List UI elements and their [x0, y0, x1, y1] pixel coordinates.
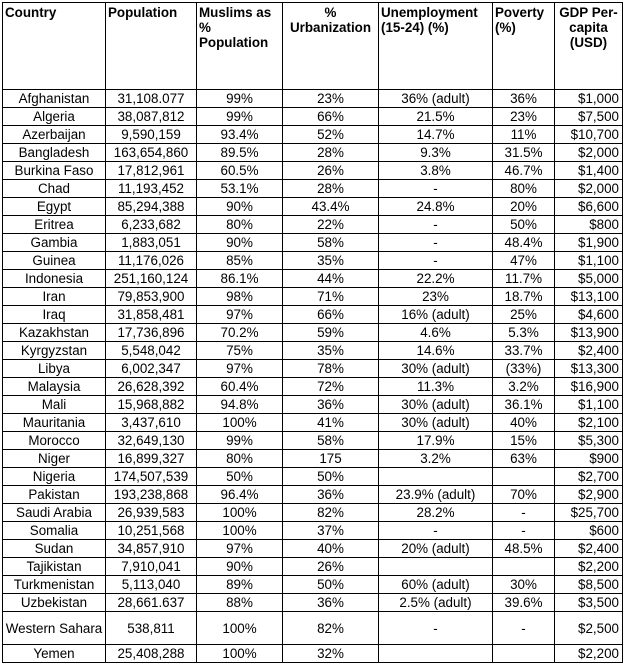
- cell-poverty: 47%: [493, 252, 555, 270]
- table-row: [3, 612, 623, 645]
- cell-muslims: 90%: [197, 234, 283, 252]
- cell-gdp: $1,000: [555, 90, 623, 108]
- cell-urbanization: 26%: [283, 162, 379, 180]
- cell-urbanization: 66%: [283, 306, 379, 324]
- cell-unemployment: 36% (adult): [379, 90, 493, 108]
- table-row: [3, 90, 623, 108]
- header-urbanization: % Urbanization: [283, 3, 379, 90]
- cell-urbanization: 72%: [283, 378, 379, 396]
- table-row: [3, 522, 623, 540]
- cell-country: Turkmenistan: [3, 576, 106, 594]
- cell-gdp: $800: [555, 216, 623, 234]
- cell-country: Burkina Faso: [3, 162, 106, 180]
- table-row: [3, 645, 623, 663]
- cell-urbanization: 22%: [283, 216, 379, 234]
- cell-urbanization: 52%: [283, 126, 379, 144]
- cell-population: 32,649,130: [106, 432, 197, 450]
- cell-country: Guinea: [3, 252, 106, 270]
- cell-poverty: 30%: [493, 576, 555, 594]
- cell-country: Indonesia: [3, 270, 106, 288]
- cell-urbanization: 28%: [283, 180, 379, 198]
- cell-urbanization: 41%: [283, 414, 379, 432]
- cell-poverty: 25%: [493, 306, 555, 324]
- cell-muslims: 93.4%: [197, 126, 283, 144]
- cell-country: Niger: [3, 450, 106, 468]
- cell-poverty: 39.6%: [493, 594, 555, 612]
- cell-unemployment: 23%: [379, 288, 493, 306]
- cell-poverty: 15%: [493, 432, 555, 450]
- cell-muslims: 100%: [197, 612, 283, 645]
- cell-muslims: 97%: [197, 306, 283, 324]
- table-row: [3, 216, 623, 234]
- cell-gdp: $1,100: [555, 252, 623, 270]
- cell-country: Saudi Arabia: [3, 504, 106, 522]
- cell-gdp: $1,900: [555, 234, 623, 252]
- cell-population: 193,238,868: [106, 486, 197, 504]
- cell-muslims: 75%: [197, 342, 283, 360]
- table-row: [3, 108, 623, 126]
- cell-population: 25,408,288: [106, 645, 197, 663]
- cell-poverty: (33%): [493, 360, 555, 378]
- cell-urbanization: 43.4%: [283, 198, 379, 216]
- cell-poverty: [493, 645, 555, 663]
- cell-urbanization: 58%: [283, 234, 379, 252]
- cell-urbanization: 40%: [283, 540, 379, 558]
- cell-country: Egypt: [3, 198, 106, 216]
- cell-population: 17,736,896: [106, 324, 197, 342]
- cell-population: 5,113,040: [106, 576, 197, 594]
- cell-gdp: $2,500: [555, 612, 623, 645]
- cell-gdp: $7,500: [555, 108, 623, 126]
- cell-urbanization: 82%: [283, 612, 379, 645]
- cell-poverty: 33.7%: [493, 342, 555, 360]
- muslim-countries-table: [2, 2, 623, 663]
- cell-unemployment: [379, 645, 493, 663]
- table-row: [3, 504, 623, 522]
- cell-country: Gambia: [3, 234, 106, 252]
- table-row: [3, 198, 623, 216]
- cell-poverty: 80%: [493, 180, 555, 198]
- cell-population: 7,910,041: [106, 558, 197, 576]
- cell-poverty: 70%: [493, 486, 555, 504]
- cell-poverty: 40%: [493, 414, 555, 432]
- cell-urbanization: 35%: [283, 252, 379, 270]
- cell-poverty: -: [493, 612, 555, 645]
- cell-population: 5,548,042: [106, 342, 197, 360]
- cell-urbanization: 37%: [283, 522, 379, 540]
- cell-poverty: 20%: [493, 198, 555, 216]
- cell-gdp: $1,400: [555, 162, 623, 180]
- cell-gdp: $8,500: [555, 576, 623, 594]
- cell-urbanization: 66%: [283, 108, 379, 126]
- table-row: [3, 180, 623, 198]
- cell-gdp: $13,900: [555, 324, 623, 342]
- cell-unemployment: 3.2%: [379, 450, 493, 468]
- cell-poverty: -: [493, 522, 555, 540]
- cell-unemployment: 28.2%: [379, 504, 493, 522]
- cell-muslims: 96.4%: [197, 486, 283, 504]
- cell-urbanization: 32%: [283, 645, 379, 663]
- cell-population: 10,251,568: [106, 522, 197, 540]
- cell-gdp: $900: [555, 450, 623, 468]
- cell-population: 28,661.637: [106, 594, 197, 612]
- cell-urbanization: 71%: [283, 288, 379, 306]
- cell-muslims: 53.1%: [197, 180, 283, 198]
- cell-unemployment: 2.5% (adult): [379, 594, 493, 612]
- cell-unemployment: 21.5%: [379, 108, 493, 126]
- cell-muslims: 70.2%: [197, 324, 283, 342]
- table-row: [3, 576, 623, 594]
- cell-unemployment: 30% (adult): [379, 414, 493, 432]
- cell-population: 9,590,159: [106, 126, 197, 144]
- cell-urbanization: 50%: [283, 468, 379, 486]
- cell-unemployment: 11.3%: [379, 378, 493, 396]
- cell-gdp: $1,100: [555, 396, 623, 414]
- cell-gdp: $2,200: [555, 558, 623, 576]
- cell-gdp: $13,100: [555, 288, 623, 306]
- cell-poverty: 31.5%: [493, 144, 555, 162]
- cell-urbanization: 36%: [283, 594, 379, 612]
- cell-urbanization: 26%: [283, 558, 379, 576]
- table-row: [3, 594, 623, 612]
- header-gdp: GDP Per-capita (USD): [555, 3, 623, 90]
- cell-unemployment: -: [379, 234, 493, 252]
- cell-gdp: $600: [555, 522, 623, 540]
- cell-muslims: 60.4%: [197, 378, 283, 396]
- cell-country: Western Sahara: [3, 612, 106, 645]
- cell-country: Algeria: [3, 108, 106, 126]
- cell-poverty: 48.5%: [493, 540, 555, 558]
- cell-urbanization: 59%: [283, 324, 379, 342]
- cell-country: Afghanistan: [3, 90, 106, 108]
- cell-poverty: 63%: [493, 450, 555, 468]
- cell-muslims: 97%: [197, 360, 283, 378]
- cell-gdp: $3,500: [555, 594, 623, 612]
- cell-unemployment: 20% (adult): [379, 540, 493, 558]
- table-row: [3, 342, 623, 360]
- cell-urbanization: 50%: [283, 576, 379, 594]
- cell-muslims: 90%: [197, 558, 283, 576]
- header-population: Population: [106, 3, 197, 90]
- cell-population: 163,654,860: [106, 144, 197, 162]
- cell-population: 174,507,539: [106, 468, 197, 486]
- cell-muslims: 97%: [197, 540, 283, 558]
- cell-urbanization: 78%: [283, 360, 379, 378]
- table-row: [3, 126, 623, 144]
- cell-country: Sudan: [3, 540, 106, 558]
- cell-poverty: 36%: [493, 90, 555, 108]
- cell-unemployment: 23.9% (adult): [379, 486, 493, 504]
- cell-unemployment: -: [379, 252, 493, 270]
- cell-country: Morocco: [3, 432, 106, 450]
- cell-unemployment: -: [379, 216, 493, 234]
- cell-gdp: $2,700: [555, 468, 623, 486]
- cell-country: Mauritania: [3, 414, 106, 432]
- cell-population: 31,108.077: [106, 90, 197, 108]
- cell-population: 6,002,347: [106, 360, 197, 378]
- cell-gdp: $16,900: [555, 378, 623, 396]
- header-row: [3, 3, 623, 90]
- table-row: [3, 468, 623, 486]
- cell-country: Tajikistan: [3, 558, 106, 576]
- cell-muslims: 99%: [197, 90, 283, 108]
- cell-muslims: 80%: [197, 450, 283, 468]
- cell-muslims: 88%: [197, 594, 283, 612]
- cell-muslims: 99%: [197, 432, 283, 450]
- cell-poverty: 46.7%: [493, 162, 555, 180]
- table-row: [3, 360, 623, 378]
- header-poverty: Poverty (%): [493, 3, 555, 90]
- cell-unemployment: 30% (adult): [379, 360, 493, 378]
- table-row: [3, 270, 623, 288]
- cell-gdp: $4,600: [555, 306, 623, 324]
- table-row: [3, 540, 623, 558]
- cell-country: Kazakhstan: [3, 324, 106, 342]
- cell-poverty: 11%: [493, 126, 555, 144]
- cell-country: Malaysia: [3, 378, 106, 396]
- cell-unemployment: 9.3%: [379, 144, 493, 162]
- cell-poverty: [493, 558, 555, 576]
- cell-population: 31,858,481: [106, 306, 197, 324]
- cell-muslims: 100%: [197, 645, 283, 663]
- table-row: [3, 432, 623, 450]
- cell-country: Chad: [3, 180, 106, 198]
- cell-gdp: $10,700: [555, 126, 623, 144]
- header-muslims: Muslims as % Population: [197, 3, 283, 90]
- cell-muslims: 80%: [197, 216, 283, 234]
- cell-gdp: $6,600: [555, 198, 623, 216]
- table-row: [3, 486, 623, 504]
- cell-urbanization: 58%: [283, 432, 379, 450]
- cell-muslims: 89%: [197, 576, 283, 594]
- cell-country: Yemen: [3, 645, 106, 663]
- cell-gdp: $2,000: [555, 144, 623, 162]
- table-row: [3, 288, 623, 306]
- cell-country: Iraq: [3, 306, 106, 324]
- cell-country: Azerbaijan: [3, 126, 106, 144]
- cell-unemployment: [379, 468, 493, 486]
- table-row: [3, 162, 623, 180]
- cell-unemployment: 3.8%: [379, 162, 493, 180]
- cell-urbanization: 35%: [283, 342, 379, 360]
- table-row: [3, 396, 623, 414]
- cell-urbanization: 23%: [283, 90, 379, 108]
- cell-country: Somalia: [3, 522, 106, 540]
- cell-unemployment: 30% (adult): [379, 396, 493, 414]
- cell-unemployment: 14.7%: [379, 126, 493, 144]
- cell-unemployment: 17.9%: [379, 432, 493, 450]
- cell-population: 85,294,388: [106, 198, 197, 216]
- cell-urbanization: 28%: [283, 144, 379, 162]
- cell-poverty: 18.7%: [493, 288, 555, 306]
- cell-muslims: 94.8%: [197, 396, 283, 414]
- cell-gdp: $2,000: [555, 180, 623, 198]
- cell-population: 79,853,900: [106, 288, 197, 306]
- cell-unemployment: 14.6%: [379, 342, 493, 360]
- cell-gdp: $5,000: [555, 270, 623, 288]
- cell-muslims: 90%: [197, 198, 283, 216]
- cell-urbanization: 44%: [283, 270, 379, 288]
- table-body: [3, 90, 623, 663]
- cell-muslims: 98%: [197, 288, 283, 306]
- cell-population: 17,812,961: [106, 162, 197, 180]
- cell-poverty: 3.2%: [493, 378, 555, 396]
- cell-population: 16,899,327: [106, 450, 197, 468]
- cell-country: Mali: [3, 396, 106, 414]
- cell-muslims: 60.5%: [197, 162, 283, 180]
- cell-population: 26,939,583: [106, 504, 197, 522]
- cell-unemployment: 60% (adult): [379, 576, 493, 594]
- cell-poverty: 11.7%: [493, 270, 555, 288]
- cell-poverty: 36.1%: [493, 396, 555, 414]
- cell-population: 15,968,882: [106, 396, 197, 414]
- cell-gdp: $25,700: [555, 504, 623, 522]
- cell-unemployment: 4.6%: [379, 324, 493, 342]
- cell-gdp: $2,200: [555, 645, 623, 663]
- table-row: [3, 306, 623, 324]
- cell-population: 38,087,812: [106, 108, 197, 126]
- cell-unemployment: -: [379, 180, 493, 198]
- cell-unemployment: 16% (adult): [379, 306, 493, 324]
- cell-country: Libya: [3, 360, 106, 378]
- table-row: [3, 144, 623, 162]
- cell-country: Eritrea: [3, 216, 106, 234]
- cell-gdp: $2,100: [555, 414, 623, 432]
- cell-muslims: 100%: [197, 504, 283, 522]
- cell-unemployment: [379, 558, 493, 576]
- cell-population: 34,857,910: [106, 540, 197, 558]
- cell-population: 251,160,124: [106, 270, 197, 288]
- cell-country: Pakistan: [3, 486, 106, 504]
- cell-gdp: $2,400: [555, 540, 623, 558]
- cell-population: 1,883,051: [106, 234, 197, 252]
- header-unemployment: Unemployment (15-24) (%): [379, 3, 493, 90]
- table-row: [3, 414, 623, 432]
- cell-unemployment: -: [379, 612, 493, 645]
- cell-gdp: $2,900: [555, 486, 623, 504]
- cell-country: Nigeria: [3, 468, 106, 486]
- cell-gdp: $13,300: [555, 360, 623, 378]
- table-row: [3, 234, 623, 252]
- cell-population: 538,811: [106, 612, 197, 645]
- table-row: [3, 450, 623, 468]
- cell-population: 11,193,452: [106, 180, 197, 198]
- cell-muslims: 86.1%: [197, 270, 283, 288]
- cell-poverty: 5.3%: [493, 324, 555, 342]
- cell-unemployment: 22.2%: [379, 270, 493, 288]
- cell-country: Uzbekistan: [3, 594, 106, 612]
- cell-poverty: 50%: [493, 216, 555, 234]
- header-country: Country: [3, 3, 106, 90]
- cell-poverty: 23%: [493, 108, 555, 126]
- cell-population: 11,176,026: [106, 252, 197, 270]
- cell-population: 6,233,682: [106, 216, 197, 234]
- cell-unemployment: -: [379, 522, 493, 540]
- cell-poverty: [493, 468, 555, 486]
- cell-muslims: 100%: [197, 522, 283, 540]
- cell-muslims: 85%: [197, 252, 283, 270]
- table-row: [3, 558, 623, 576]
- cell-population: 26,628,392: [106, 378, 197, 396]
- table-row: [3, 378, 623, 396]
- cell-urbanization: 175: [283, 450, 379, 468]
- cell-muslims: 100%: [197, 414, 283, 432]
- cell-muslims: 99%: [197, 108, 283, 126]
- cell-urbanization: 36%: [283, 396, 379, 414]
- table-row: [3, 324, 623, 342]
- cell-muslims: 89.5%: [197, 144, 283, 162]
- table-row: [3, 252, 623, 270]
- cell-poverty: -: [493, 504, 555, 522]
- cell-muslims: 50%: [197, 468, 283, 486]
- cell-unemployment: 24.8%: [379, 198, 493, 216]
- cell-country: Iran: [3, 288, 106, 306]
- cell-urbanization: 36%: [283, 486, 379, 504]
- cell-urbanization: 82%: [283, 504, 379, 522]
- cell-country: Bangladesh: [3, 144, 106, 162]
- cell-gdp: $2,400: [555, 342, 623, 360]
- cell-gdp: $5,300: [555, 432, 623, 450]
- cell-country: Kyrgyzstan: [3, 342, 106, 360]
- cell-population: 3,437,610: [106, 414, 197, 432]
- cell-poverty: 48.4%: [493, 234, 555, 252]
